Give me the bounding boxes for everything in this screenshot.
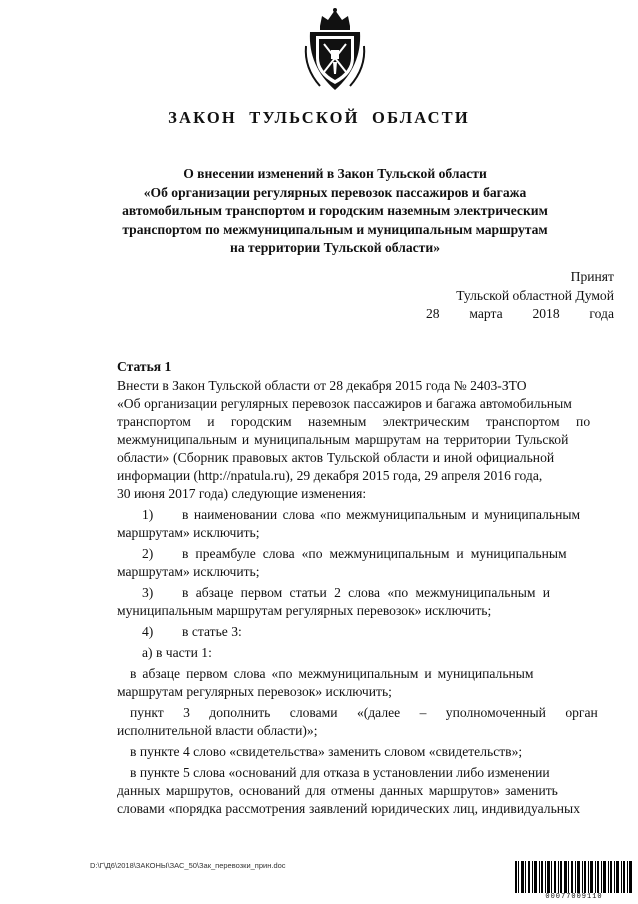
item-number: 2)	[142, 546, 154, 561]
subject-line: О внесении изменений в Закон Тульской области	[183, 166, 487, 181]
tula-coat-of-arms	[300, 6, 370, 92]
item-text: в преамбуле слова «по межмуниципальным и муниципальным	[182, 546, 567, 561]
subject-line: на территории Тульской области»	[229, 240, 440, 256]
body-line: области» (Сборник правовых актов Тульской области и иной официальной	[117, 450, 555, 465]
item-continuation: муниципальным маршрутам регулярных перевозок» исключить;	[117, 603, 492, 618]
body-line: в пункте 5 слова «оснований для отказа в установлении либо изменении	[130, 765, 550, 780]
law-title: ЗАКОН ТУЛЬСКОЙ ОБЛАСТИ	[168, 108, 470, 127]
body-line: словами «порядка рассмотрения заявлений юридических лиц, индивидуальных	[117, 801, 580, 816]
body-line: Внести в Закон Тульской области от 28 декабря 2015 года № 2403-ЗТО	[117, 378, 527, 393]
subitem-a: а) в части 1:	[142, 645, 212, 660]
body-line: в абзаце первом слова «по межмуниципальным и муниципальным	[130, 666, 534, 681]
file-path: D:\Г\Д6\2018\ЗАКОНЫ\ЗАС_50\Зак_перевозки_прин.doc	[90, 861, 286, 870]
article-heading: Статья 1	[117, 359, 172, 374]
body-line: межмуниципальным и муниципальным маршрутам на территории Тульской	[117, 432, 569, 447]
adoption-month: марта	[469, 306, 503, 322]
law-subject	[90, 165, 580, 258]
item-number: 1)	[142, 507, 154, 522]
item-continuation: маршрутам» исключить;	[117, 525, 260, 540]
item-text: в абзаце первом статьи 2 слова «по межмуниципальным и	[182, 585, 551, 600]
body-line: транспортом и городским наземным электрическим транспортом по	[117, 414, 591, 429]
adopted-by: Тульской областной Думой	[456, 287, 614, 303]
item-text: в наименовании слова «по межмуниципальным и муниципальным	[182, 507, 581, 522]
adoption-year-word: года	[589, 306, 614, 322]
adoption-year: 2018	[532, 306, 560, 322]
subject-line: «Об организации регулярных перевозок пассажиров и багажа	[143, 184, 527, 200]
body-line: маршрутам регулярных перевозок» исключить;	[117, 684, 392, 699]
body-line: «Об организации регулярных перевозок пассажиров и багажа автомобильным	[117, 396, 572, 411]
item-number: 3)	[142, 585, 154, 600]
body-line: информации (http://npatula.ru), 29 декабря 2015 года, 29 апреля 2016 года,	[117, 468, 543, 483]
item-text: в статье 3:	[182, 624, 242, 639]
body-line: пункт 3 дополнить словами «(далее – уполномоченный орган	[130, 705, 598, 720]
subject-line: автомобильным транспортом и городским наземным электрическим	[122, 203, 548, 219]
item-number: 4)	[142, 624, 154, 639]
adoption-date	[426, 305, 614, 324]
adoption-day: 28	[426, 306, 440, 322]
adopted-label: Принят	[570, 269, 614, 284]
body-line: в пункте 4 слово «свидетельства» заменить словом «свидетельств»;	[130, 744, 523, 759]
body-line: исполнительной власти области)»;	[117, 723, 318, 738]
body-line: 30 июня 2017 года) следующие изменения:	[117, 486, 367, 501]
subject-line: транспортом по межмуниципальным и муниципальным маршрутам	[122, 221, 548, 237]
item-continuation: маршрутам» исключить;	[117, 564, 260, 579]
barcode-digits: 00077009110	[513, 893, 635, 901]
body-line: данных маршрутов, оснований для отмены данных маршрутов» заменить	[117, 783, 558, 798]
adoption-block	[426, 268, 614, 324]
